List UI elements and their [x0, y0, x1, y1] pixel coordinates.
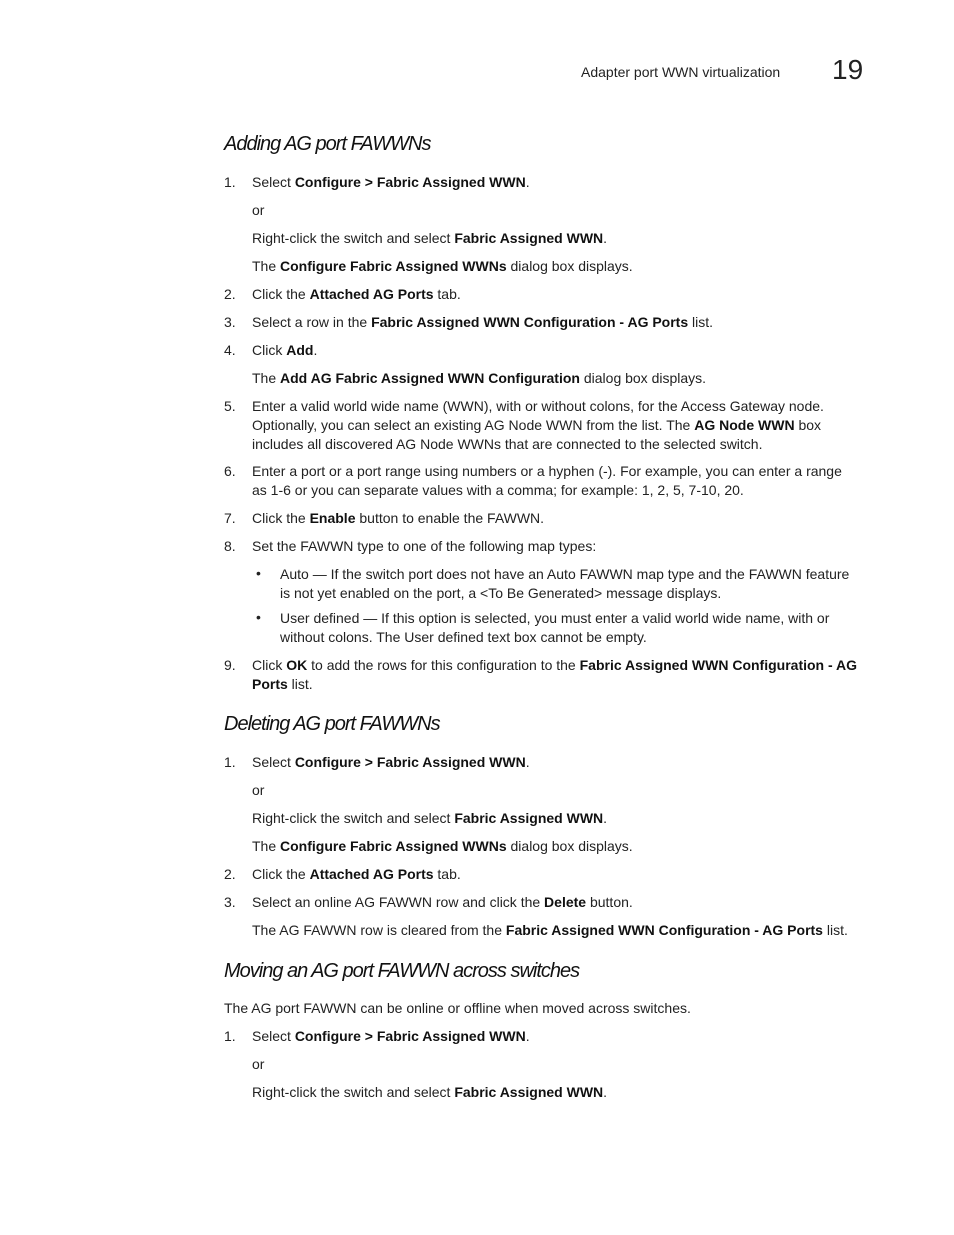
step-9	[224, 656, 857, 674]
step-text: The	[252, 838, 281, 854]
step-text: Click the	[252, 286, 310, 302]
dialog-name: Add AG Fabric Assigned WWN Configuration	[280, 370, 580, 386]
chapter-number: 19	[832, 54, 864, 85]
step-2	[224, 865, 461, 883]
section-heading-adding: Adding AG port FAWWNs	[224, 133, 431, 155]
step-text: .	[525, 1028, 530, 1044]
step-text: button to enable the FAWWN.	[355, 510, 545, 526]
bullet-icon: •	[256, 565, 261, 581]
step-text: Select an online AG FAWWN row and click the	[252, 894, 545, 910]
step-text: Click the	[252, 866, 310, 882]
step-text: dialog box displays.	[506, 838, 633, 854]
step-number: 6.	[224, 463, 236, 479]
tab-name: Attached AG Ports	[309, 286, 434, 302]
bullet-auto-line-1: Auto — If the switch port does not have an Auto FAWWN map type and the FAWWN feature	[280, 566, 850, 582]
step-number: 1.	[224, 1028, 236, 1044]
step-text: .	[525, 754, 530, 770]
step-text: list.	[688, 314, 714, 330]
or-text: or	[252, 782, 265, 798]
step-text: tab.	[433, 866, 461, 882]
step-text: The AG FAWWN row is cleared from the	[252, 922, 506, 938]
step-text: list.	[287, 676, 313, 692]
step-5	[224, 397, 824, 415]
list-name: Fabric Assigned WWN Configuration - AG Ports	[371, 314, 689, 330]
step-number: 7.	[224, 510, 236, 526]
step-text: Set the FAWWN type to one of the following map types:	[252, 538, 597, 554]
step-text: list.	[822, 922, 848, 938]
step-text: Select	[252, 754, 295, 770]
bullet-user-defined-line-2: without colons. The User defined text box cannot be empty.	[280, 629, 647, 645]
step-number: 1.	[224, 754, 236, 770]
step-text: Click	[252, 657, 287, 673]
step-6	[224, 462, 842, 480]
list-name: Fabric Assigned WWN Configuration - AG	[579, 657, 858, 673]
step-number: 9.	[224, 657, 236, 673]
list-name: Ports	[252, 676, 288, 692]
button-name: Delete	[544, 894, 587, 910]
result-text	[252, 369, 706, 388]
menu-item-name: Fabric Assigned WWN	[454, 230, 604, 246]
step-number: 8.	[224, 538, 236, 554]
result-text	[252, 837, 633, 856]
section-heading-moving: Moving an AG port FAWWN across switches	[224, 960, 580, 982]
step-number: 3.	[224, 314, 236, 330]
section-intro: The AG port FAWWN can be online or offline when moved across switches.	[224, 1000, 691, 1016]
alt-instruction	[252, 229, 607, 248]
step-text: Enter a port or a port range using numbers or a hyphen (-). For example, you can enter a range	[252, 463, 842, 479]
step-text: Optionally, you can select an existing AG Node WWN from the list. The	[252, 417, 695, 433]
step-number: 1.	[224, 174, 236, 190]
step-text: Click the	[252, 510, 310, 526]
bullet-user-defined-line-1: User defined — If this option is selected, you must enter a valid world wide name, with or	[280, 610, 830, 626]
step-9-line-2	[252, 675, 313, 694]
step-6-line-2: as 1-6 or you can separate values with a comma; for example: 1, 2, 5, 7-10, 20.	[252, 482, 744, 498]
step-text: .	[525, 174, 530, 190]
step-text: to add the rows for this configuration to the	[307, 657, 580, 673]
alt-instruction	[252, 1083, 607, 1102]
step-text: .	[603, 810, 608, 826]
bullet-auto-line-2: is not yet enabled on the port, a <To Be Generated> message displays.	[280, 585, 722, 601]
step-text: Enter a valid world wide name (WWN), with or without colons, for the Access Gateway node.	[252, 398, 824, 414]
dialog-name: Configure Fabric Assigned WWNs	[280, 838, 507, 854]
result-text	[252, 257, 633, 276]
or-text: or	[252, 1056, 265, 1072]
step-text: Select a row in the	[252, 314, 372, 330]
tab-name: Attached AG Ports	[309, 866, 434, 882]
running-header: Adapter port WWN virtualization	[581, 64, 781, 80]
menu-path: Configure > Fabric Assigned WWN	[294, 754, 526, 770]
or-text: or	[252, 202, 265, 218]
step-5-line-3: includes all discovered AG Node WWNs that are connected to the selected switch.	[252, 436, 763, 452]
step-1	[224, 1027, 530, 1045]
step-number: 2.	[224, 286, 236, 302]
step-text: Click	[252, 342, 287, 358]
step-7	[224, 509, 544, 527]
dialog-name: Configure Fabric Assigned WWNs	[280, 258, 507, 274]
step-text: Right-click the switch and select	[252, 1084, 455, 1100]
step-1	[224, 173, 530, 191]
step-1	[224, 753, 530, 771]
step-4	[224, 341, 317, 359]
step-text: Select	[252, 174, 295, 190]
menu-path: Configure > Fabric Assigned WWN	[294, 174, 526, 190]
step-number: 4.	[224, 342, 236, 358]
step-text: Right-click the switch and select	[252, 810, 455, 826]
field-name: AG Node WWN	[694, 417, 795, 433]
step-text: .	[313, 342, 318, 358]
step-5-line-2	[252, 416, 821, 435]
step-number: 5.	[224, 398, 236, 414]
step-2	[224, 285, 461, 303]
step-number: 3.	[224, 894, 236, 910]
alt-instruction	[252, 809, 607, 828]
menu-item-name: Fabric Assigned WWN	[454, 1084, 604, 1100]
step-text: dialog box displays.	[506, 258, 633, 274]
step-text: dialog box displays.	[579, 370, 707, 386]
step-text: The	[252, 370, 281, 386]
button-name: OK	[286, 657, 308, 673]
step-3	[224, 313, 713, 331]
menu-path: Configure > Fabric Assigned WWN	[294, 1028, 526, 1044]
section-heading-deleting: Deleting AG port FAWWNs	[224, 713, 440, 735]
list-name: Fabric Assigned WWN Configuration - AG Ports	[505, 922, 823, 938]
result-text	[252, 921, 848, 940]
step-text: The	[252, 258, 281, 274]
step-8	[224, 537, 596, 555]
bullet-icon: •	[256, 609, 261, 625]
menu-item-name: Fabric Assigned WWN	[454, 810, 604, 826]
step-text: .	[603, 1084, 608, 1100]
button-name: Add	[286, 342, 314, 358]
step-text: Select	[252, 1028, 295, 1044]
step-number: 2.	[224, 866, 236, 882]
step-3	[224, 893, 633, 911]
step-text: Right-click the switch and select	[252, 230, 455, 246]
step-text: tab.	[433, 286, 461, 302]
step-text: .	[603, 230, 608, 246]
step-text: box	[794, 417, 822, 433]
step-text: button.	[586, 894, 633, 910]
button-name: Enable	[309, 510, 356, 526]
